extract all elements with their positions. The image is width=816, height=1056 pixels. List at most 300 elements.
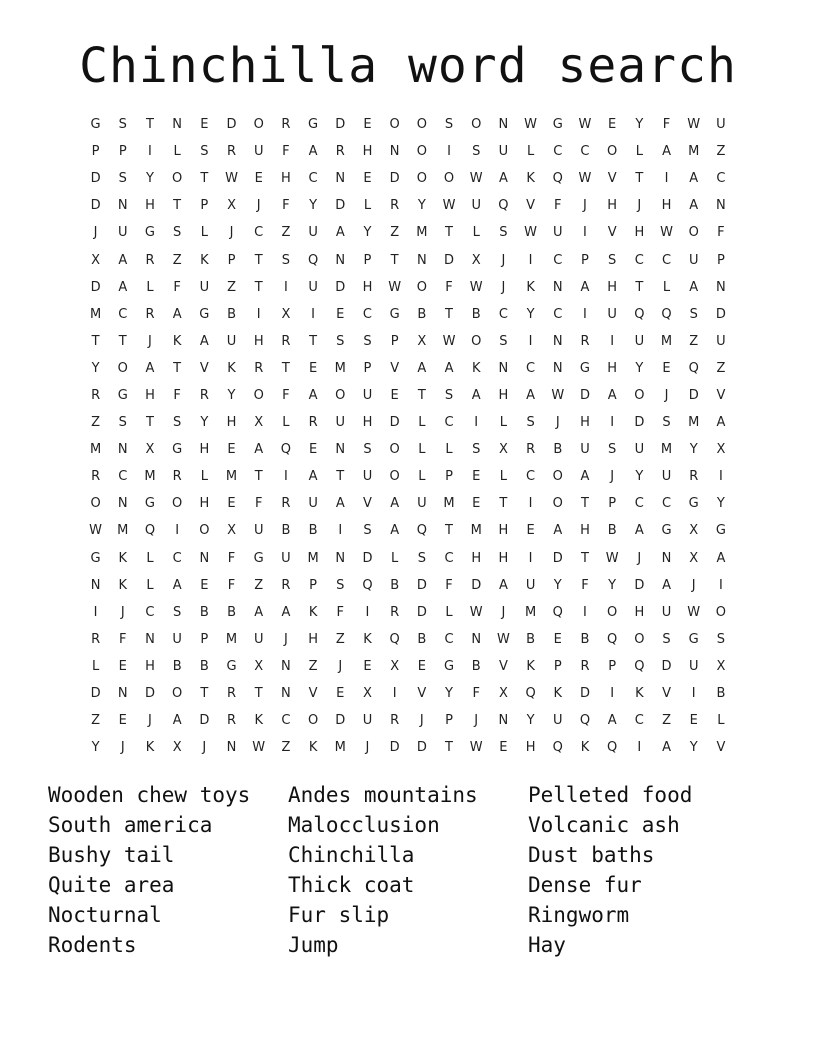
grid-letter: C <box>254 225 264 241</box>
grid-letter: N <box>471 631 482 647</box>
grid-letter: A <box>254 604 264 620</box>
grid-letter: N <box>281 686 291 702</box>
grid-letter: S <box>363 333 372 349</box>
grid-letter: P <box>309 577 318 593</box>
grid-letter: R <box>390 198 400 214</box>
grid-letter: X <box>498 442 508 458</box>
grid-letter: F <box>282 198 290 214</box>
grid-letter: Q <box>362 577 373 593</box>
grid-letter: N <box>552 279 563 295</box>
grid-letter: I <box>447 144 451 160</box>
grid-letter: S <box>363 523 372 539</box>
grid-letter: V <box>390 360 400 376</box>
grid-letter: C <box>634 496 644 512</box>
grid-letter: I <box>637 740 642 756</box>
grid-letter: Y <box>200 415 209 431</box>
grid-letter: G <box>253 550 264 566</box>
grid-letter: L <box>146 279 154 295</box>
grid-letter: E <box>227 496 236 512</box>
grid-letter: V <box>716 740 726 756</box>
grid-letter: Q <box>688 360 699 376</box>
grid-letter: J <box>229 225 234 241</box>
grid-letter: X <box>390 658 400 674</box>
grid-letter: O <box>634 631 645 647</box>
grid-letter: L <box>499 415 508 431</box>
grid-letter: D <box>90 171 101 187</box>
grid-letter: W <box>524 225 538 241</box>
word-list-item: Ringworm <box>528 903 630 927</box>
grid-letter: C <box>634 713 644 729</box>
grid-letter: V <box>526 198 536 214</box>
grid-letter: M <box>307 550 319 566</box>
grid-letter: Y <box>716 496 725 512</box>
grid-letter: L <box>200 469 208 485</box>
grid-letter: O <box>172 171 183 187</box>
grid-letter: N <box>716 279 726 295</box>
word-list-item: Hay <box>528 933 566 957</box>
grid-letter: E <box>689 713 698 729</box>
grid-letter: Z <box>390 225 400 241</box>
grid-letter: G <box>199 306 210 322</box>
grid-letter: U <box>253 631 264 647</box>
grid-letter: W <box>388 279 402 295</box>
grid-letter: X <box>716 658 726 674</box>
word-list-item: Nocturnal <box>48 903 162 927</box>
grid-letter: F <box>173 387 181 403</box>
grid-letter: L <box>418 469 426 485</box>
grid-letter: U <box>688 252 699 268</box>
grid-letter: M <box>688 415 700 431</box>
grid-letter: O <box>253 387 264 403</box>
grid-letter: K <box>635 686 644 702</box>
grid-letter: K <box>118 577 128 593</box>
grid-letter: J <box>610 469 615 485</box>
grid-letter: P <box>608 658 617 674</box>
grid-letter: D <box>552 550 563 566</box>
grid-letter: T <box>635 279 644 295</box>
grid-letter: B <box>417 631 427 647</box>
grid-letter: B <box>553 442 563 458</box>
grid-letter: D <box>335 117 346 133</box>
grid-letter: B <box>227 604 236 620</box>
grid-letter: H <box>580 523 590 539</box>
grid-letter: X <box>227 523 236 539</box>
grid-letter: Q <box>498 198 509 214</box>
grid-letter: M <box>470 523 482 539</box>
grid-letter: E <box>308 360 318 376</box>
grid-letter: A <box>308 469 318 485</box>
grid-letter: M <box>225 631 238 647</box>
grid-letter: F <box>119 631 127 647</box>
grid-letter: D <box>389 415 400 431</box>
grid-letter: O <box>416 144 427 160</box>
grid-letter: E <box>608 117 617 133</box>
grid-letter: I <box>365 604 370 620</box>
grid-letter: O <box>552 469 563 485</box>
grid-letter: S <box>499 333 508 349</box>
grid-letter: E <box>553 631 562 647</box>
word-list-item: Quite area <box>48 873 175 897</box>
grid-letter: Q <box>552 604 563 620</box>
grid-letter: T <box>91 333 100 349</box>
grid-letter: S <box>662 631 671 647</box>
grid-letter: P <box>608 496 617 512</box>
grid-letter: X <box>145 442 155 458</box>
grid-letter: Q <box>607 631 618 647</box>
grid-letter: J <box>93 225 98 241</box>
grid-letter: I <box>610 333 615 349</box>
grid-letter: V <box>716 387 726 403</box>
grid-letter: C <box>526 469 536 485</box>
grid-letter: C <box>526 360 536 376</box>
grid-letter: H <box>498 550 509 566</box>
grid-letter: S <box>499 225 508 241</box>
grid-letter: A <box>607 387 617 403</box>
grid-letter: B <box>471 306 481 322</box>
grid-letter: J <box>338 658 343 674</box>
grid-letter: R <box>281 496 291 512</box>
grid-letter: S <box>472 144 481 160</box>
grid-letter: L <box>418 442 426 458</box>
grid-letter: O <box>416 279 427 295</box>
grid-letter: B <box>199 604 209 620</box>
grid-letter: J <box>256 198 261 214</box>
grid-letter: E <box>390 387 399 403</box>
grid-letter: I <box>583 604 587 620</box>
grid-letter: F <box>254 496 263 512</box>
grid-letter: U <box>362 713 373 729</box>
grid-letter: J <box>120 740 125 756</box>
grid-letter: S <box>173 415 182 431</box>
grid-letter: A <box>526 387 536 403</box>
grid-letter: P <box>363 360 372 376</box>
grid-letter: C <box>498 306 508 322</box>
grid-letter: Y <box>445 686 453 702</box>
grid-letter: J <box>501 252 506 268</box>
grid-letter: I <box>583 225 587 241</box>
grid-letter: O <box>117 360 128 376</box>
grid-letter: A <box>118 252 128 268</box>
grid-letter: T <box>417 387 426 403</box>
grid-letter: I <box>718 577 723 593</box>
grid-letter: S <box>336 577 345 593</box>
grid-letter: G <box>308 117 319 133</box>
grid-letter: P <box>363 252 372 268</box>
grid-letter: C <box>281 713 291 729</box>
grid-letter: R <box>335 144 345 160</box>
word-list-item: Rodents <box>48 933 137 957</box>
grid-letter: C <box>444 631 454 647</box>
grid-letter: Y <box>227 387 236 403</box>
grid-letter: Y <box>363 225 372 241</box>
grid-letter: X <box>689 523 699 539</box>
grid-letter: B <box>607 523 617 539</box>
grid-letter: W <box>605 550 619 566</box>
grid-letter: K <box>200 252 209 268</box>
grid-letter: X <box>689 550 699 566</box>
grid-letter: H <box>145 658 155 674</box>
grid-letter: B <box>471 658 481 674</box>
grid-letter: U <box>417 496 427 512</box>
grid-letter: M <box>660 333 673 349</box>
grid-letter: W <box>252 740 266 756</box>
grid-letter: I <box>583 306 587 322</box>
grid-letter: T <box>200 686 209 702</box>
grid-letter: X <box>254 415 264 431</box>
grid-letter: L <box>363 198 372 214</box>
grid-letter: O <box>552 496 563 512</box>
grid-letter: X <box>498 686 508 702</box>
grid-letter: Z <box>281 740 291 756</box>
grid-letter: D <box>416 604 427 620</box>
grid-letter: R <box>390 713 400 729</box>
grid-letter: Y <box>635 469 644 485</box>
grid-letter: S <box>336 333 345 349</box>
grid-letter: U <box>253 523 264 539</box>
grid-letter: W <box>687 604 701 620</box>
grid-letter: E <box>363 117 372 133</box>
grid-letter: C <box>553 252 563 268</box>
grid-letter: Z <box>281 225 291 241</box>
grid-letter: H <box>362 279 373 295</box>
grid-letter: K <box>145 740 155 756</box>
grid-letter: S <box>281 252 291 268</box>
grid-letter: R <box>580 658 590 674</box>
grid-letter: N <box>498 713 509 729</box>
grid-letter: L <box>526 144 535 160</box>
grid-letter: A <box>145 360 155 376</box>
grid-letter: U <box>118 225 128 241</box>
grid-letter: O <box>389 442 400 458</box>
grid-letter: Z <box>172 252 182 268</box>
grid-letter: O <box>172 496 183 512</box>
grid-letter: N <box>552 333 563 349</box>
grid-letter: A <box>662 577 671 593</box>
grid-letter: K <box>471 360 481 376</box>
grid-letter: S <box>716 631 726 647</box>
grid-letter: L <box>418 415 426 431</box>
grid-letter: I <box>148 144 152 160</box>
grid-letter: W <box>469 604 483 620</box>
grid-letter: E <box>118 658 127 674</box>
grid-letter: R <box>145 306 155 322</box>
grid-letter: H <box>498 387 509 403</box>
grid-letter: U <box>362 469 373 485</box>
grid-letter: A <box>471 387 481 403</box>
grid-letter: W <box>442 198 456 214</box>
grid-letter: N <box>117 198 128 214</box>
grid-letter: U <box>172 631 182 647</box>
grid-letter: R <box>390 604 400 620</box>
grid-letter: N <box>389 144 400 160</box>
grid-letter: J <box>120 604 125 620</box>
grid-letter: S <box>608 252 617 268</box>
grid-letter: A <box>390 496 400 512</box>
grid-letter: W <box>469 279 483 295</box>
grid-letter: J <box>148 713 152 729</box>
grid-letter: E <box>227 442 236 458</box>
grid-letter: T <box>145 415 154 431</box>
grid-letter: R <box>281 333 291 349</box>
grid-letter: A <box>553 523 563 539</box>
grid-letter: J <box>474 713 479 729</box>
grid-letter: R <box>172 469 182 485</box>
grid-letter: O <box>715 604 727 620</box>
grid-letter: K <box>580 740 590 756</box>
grid-letter: T <box>445 523 453 539</box>
grid-letter: Y <box>635 360 644 376</box>
grid-letter: K <box>526 171 535 187</box>
grid-letter: M <box>117 523 129 539</box>
grid-letter: H <box>253 333 264 349</box>
grid-letter: G <box>715 523 726 539</box>
grid-letter: E <box>472 469 481 485</box>
grid-letter: X <box>227 198 236 214</box>
grid-letter: M <box>688 144 700 160</box>
grid-letter: U <box>688 658 699 674</box>
grid-letter: U <box>308 496 318 512</box>
grid-letter: Q <box>389 631 400 647</box>
word-list-item: Andes mountains <box>288 783 478 807</box>
grid-letter: B <box>172 658 182 674</box>
grid-letter: C <box>118 306 128 322</box>
grid-letter: B <box>199 658 209 674</box>
grid-letter: H <box>607 198 618 214</box>
grid-letter: S <box>173 604 182 620</box>
word-list-item: South america <box>48 813 213 837</box>
grid-letter: Y <box>417 198 426 214</box>
grid-letter: A <box>580 469 590 485</box>
grid-letter: U <box>553 713 563 729</box>
grid-letter: H <box>661 198 672 214</box>
grid-letter: Y <box>91 360 100 376</box>
grid-letter: S <box>118 117 127 133</box>
grid-letter: I <box>528 550 533 566</box>
grid-letter: T <box>580 550 589 566</box>
grid-letter: R <box>526 442 536 458</box>
grid-letter: P <box>445 469 453 485</box>
grid-letter: P <box>118 144 127 160</box>
grid-letter: H <box>525 740 536 756</box>
grid-letter: U <box>498 144 509 160</box>
grid-letter: E <box>472 496 481 512</box>
grid-letter: C <box>553 306 563 322</box>
grid-letter: D <box>335 279 346 295</box>
grid-letter: G <box>226 658 237 674</box>
grid-letter: Q <box>634 306 645 322</box>
grid-letter: S <box>608 442 617 458</box>
grid-letter: P <box>227 252 236 268</box>
grid-letter: N <box>117 442 128 458</box>
word-list-item: Dense fur <box>528 873 642 897</box>
grid-letter: S <box>526 415 535 431</box>
grid-letter: A <box>308 387 318 403</box>
grid-letter: Y <box>309 198 318 214</box>
grid-letter: B <box>281 523 291 539</box>
grid-letter: W <box>660 225 673 241</box>
grid-letter: F <box>581 577 589 593</box>
grid-letter: Z <box>689 333 699 349</box>
grid-letter: Z <box>91 415 101 431</box>
grid-letter: N <box>335 550 346 566</box>
grid-letter: M <box>334 360 346 376</box>
grid-letter: O <box>172 686 183 702</box>
grid-letter: X <box>91 252 101 268</box>
grid-letter: N <box>226 740 237 756</box>
grid-letter: H <box>362 415 373 431</box>
grid-letter: C <box>661 496 672 512</box>
grid-letter: B <box>308 523 318 539</box>
grid-letter: A <box>580 279 590 295</box>
grid-letter: H <box>498 523 509 539</box>
grid-letter: M <box>225 469 238 485</box>
grid-letter: N <box>117 496 128 512</box>
grid-letter: L <box>499 469 508 485</box>
grid-letter: C <box>172 550 182 566</box>
grid-letter: N <box>199 550 210 566</box>
grid-letter: C <box>145 604 155 620</box>
grid-letter: V <box>308 686 318 702</box>
grid-letter: G <box>661 523 672 539</box>
grid-letter: B <box>417 306 427 322</box>
grid-letter: I <box>175 523 180 539</box>
grid-letter: K <box>553 686 563 702</box>
grid-letter: W <box>89 523 103 539</box>
grid-letter: E <box>662 360 671 376</box>
grid-letter: F <box>227 550 236 566</box>
grid-letter: A <box>716 550 726 566</box>
grid-letter: A <box>172 713 182 729</box>
grid-letter: U <box>580 442 590 458</box>
grid-letter: L <box>146 577 154 593</box>
grid-letter: A <box>308 144 318 160</box>
grid-letter: U <box>308 225 318 241</box>
grid-letter: G <box>552 117 563 133</box>
grid-letter: Y <box>635 117 644 133</box>
grid-letter: J <box>637 550 642 566</box>
grid-letter: Z <box>308 658 318 674</box>
grid-letter: L <box>200 225 208 241</box>
grid-letter: T <box>499 496 508 512</box>
grid-letter: F <box>336 604 345 620</box>
grid-letter: Q <box>552 740 563 756</box>
grid-letter: D <box>579 686 590 702</box>
grid-letter: V <box>607 225 617 241</box>
grid-letter: O <box>471 333 482 349</box>
grid-letter: O <box>389 117 400 133</box>
word-list <box>48 780 768 960</box>
grid-letter: N <box>661 550 672 566</box>
grid-letter: T <box>254 252 263 268</box>
grid-letter: D <box>90 279 101 295</box>
grid-letter: E <box>417 658 426 674</box>
grid-letter: J <box>148 333 152 349</box>
grid-letter: O <box>443 171 455 187</box>
grid-letter: H <box>308 631 318 647</box>
grid-letter: I <box>283 469 288 485</box>
grid-letter: A <box>607 713 617 729</box>
grid-letter: G <box>117 387 128 403</box>
grid-letter: D <box>416 740 427 756</box>
grid-letter: Z <box>716 144 726 160</box>
grid-letter: F <box>472 686 480 702</box>
grid-letter: I <box>718 469 723 485</box>
grid-letter: P <box>581 252 589 268</box>
grid-letter: L <box>445 442 453 458</box>
grid-letter: N <box>552 360 563 376</box>
grid-letter: Q <box>525 686 536 702</box>
grid-letter: T <box>445 225 453 241</box>
